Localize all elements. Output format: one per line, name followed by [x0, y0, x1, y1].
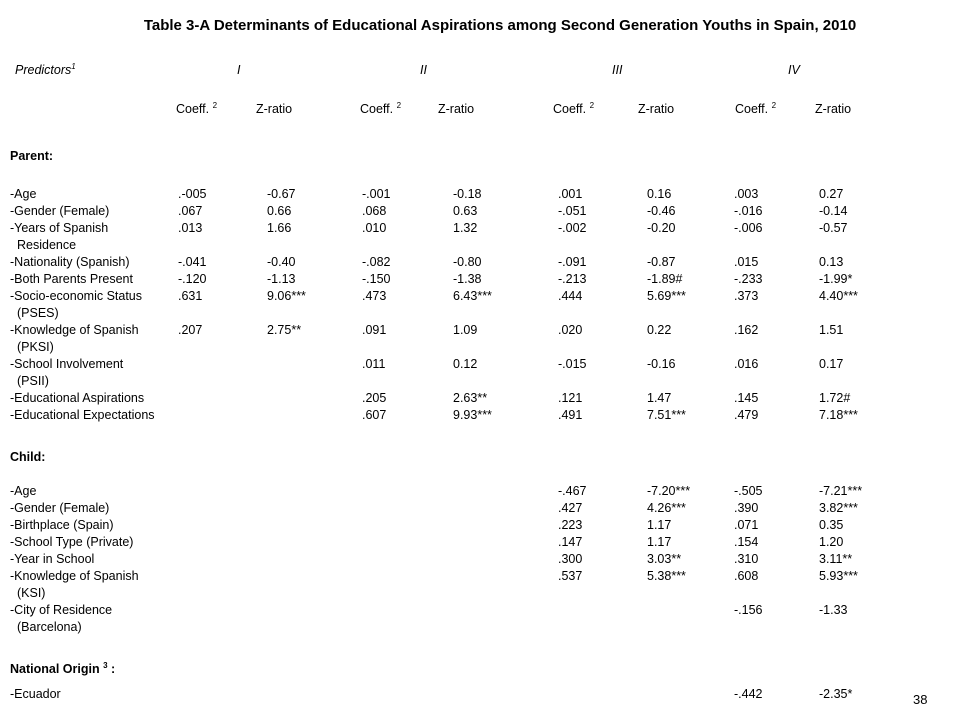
- zratio-cell: 3.82***: [819, 501, 858, 515]
- row-label: -Year in School: [10, 552, 95, 566]
- model-header-4: IV: [788, 63, 800, 77]
- zratio-cell: 5.38***: [647, 569, 686, 583]
- zratio-cell: 0.16: [647, 187, 672, 201]
- coeff-footnote: 2: [396, 101, 402, 110]
- coeff-cell: .631: [178, 289, 203, 303]
- row-label-continued: (PKSI): [17, 340, 54, 354]
- zratio-cell: 1.66: [267, 221, 292, 235]
- zratio-cell: 4.26***: [647, 501, 686, 515]
- table-title: Table 3-A Determinants of Educational Aspirations among Second Generation Youths in Spain, 2010: [143, 17, 857, 34]
- zratio-cell: 0.35: [819, 518, 844, 532]
- predictors-header: [15, 62, 76, 79]
- coeff-cell: .390: [734, 501, 759, 515]
- row-label: -Gender (Female): [10, 204, 110, 218]
- zratio-cell: -7.21***: [819, 484, 863, 498]
- zratio-cell: 3.11**: [819, 552, 853, 566]
- row-label: -School Type (Private): [10, 535, 134, 549]
- zratio-cell: -1.33: [819, 603, 848, 617]
- zratio-cell: 3.03**: [647, 552, 682, 566]
- zratio-cell: 1.32: [453, 221, 478, 235]
- coeff-cell: -.091: [558, 255, 587, 269]
- zratio-cell: 0.17: [819, 357, 844, 371]
- zratio-cell: 6.43***: [453, 289, 492, 303]
- zratio-cell: 5.93***: [819, 569, 858, 583]
- model-header-2: II: [420, 63, 427, 77]
- coeff-cell: .373: [734, 289, 759, 303]
- row-label: -School Involvement: [10, 357, 124, 371]
- zratio-cell: 0.66: [267, 204, 292, 218]
- coeff-cell: .013: [178, 221, 203, 235]
- model-header-1: I: [237, 63, 241, 77]
- coeff-cell: .011: [362, 357, 386, 371]
- row-label: -Ecuador: [10, 687, 61, 701]
- row-label: -Years of Spanish: [10, 221, 109, 235]
- zratio-cell: -1.38: [453, 272, 482, 286]
- coeff-header-2: [360, 101, 401, 118]
- coeff-label: Coeff.: [735, 102, 769, 116]
- zratio-cell: 5.69***: [647, 289, 686, 303]
- coeff-cell: .154: [734, 535, 759, 549]
- row-label: -Educational Aspirations: [10, 391, 145, 405]
- coeff-label: Coeff.: [553, 102, 587, 116]
- coeff-cell: .310: [734, 552, 759, 566]
- zratio-cell: 1.51: [819, 323, 844, 337]
- coeff-cell: .001: [558, 187, 583, 201]
- zratio-cell: 1.09: [453, 323, 478, 337]
- coeff-footnote: 2: [771, 101, 777, 110]
- row-label: -Age: [10, 484, 37, 498]
- page-number: 38: [913, 692, 928, 707]
- coeff-cell: .479: [734, 408, 759, 422]
- coeff-cell: -.001: [362, 187, 391, 201]
- coeff-cell: -.233: [734, 272, 763, 286]
- coeff-cell: .491: [558, 408, 583, 422]
- coeff-cell: .162: [734, 323, 759, 337]
- coeff-cell: .016: [734, 357, 759, 371]
- coeff-cell: .-005: [178, 187, 207, 201]
- row-label: -Knowledge of Spanish: [10, 569, 139, 583]
- coeff-cell: .003: [734, 187, 759, 201]
- zratio-cell: -0.46: [647, 204, 676, 218]
- coeff-cell: .205: [362, 391, 387, 405]
- zratio-cell: -0.80: [453, 255, 482, 269]
- zratio-cell: -0.67: [267, 187, 296, 201]
- zratio-cell: -0.20: [647, 221, 676, 235]
- coeff-cell: -.505: [734, 484, 763, 498]
- coeff-label: Coeff.: [176, 102, 210, 116]
- zratio-cell: 7.51***: [647, 408, 686, 422]
- zratio-cell: 9.06***: [267, 289, 306, 303]
- predictors-label: Predictors: [15, 63, 72, 77]
- row-label: -Birthplace (Spain): [10, 518, 114, 532]
- section-parent: Parent:: [10, 149, 54, 163]
- zratio-cell: 1.17: [647, 518, 672, 532]
- section-child: Child:: [10, 450, 46, 464]
- coeff-cell: -.006: [734, 221, 763, 235]
- zratio-cell: 0.13: [819, 255, 844, 269]
- coeff-cell: -.002: [558, 221, 587, 235]
- row-label: -Nationality (Spanish): [10, 255, 130, 269]
- coeff-cell: .427: [558, 501, 583, 515]
- coeff-cell: -.213: [558, 272, 587, 286]
- zratio-cell: -1.13: [267, 272, 296, 286]
- coeff-cell: -.120: [178, 272, 207, 286]
- coeff-cell: .537: [558, 569, 583, 583]
- zratio-cell: 2.63**: [453, 391, 488, 405]
- model-header-3: III: [612, 63, 623, 77]
- row-label-continued: (Barcelona): [17, 620, 82, 634]
- coeff-cell: .091: [362, 323, 387, 337]
- coeff-cell: .147: [558, 535, 583, 549]
- zratio-cell: -0.40: [267, 255, 296, 269]
- zratio-cell: 4.40***: [819, 289, 858, 303]
- row-label-continued: (PSES): [17, 306, 59, 320]
- national-origin-colon: :: [111, 662, 116, 676]
- coeff-cell: .010: [362, 221, 387, 235]
- row-label: -Age: [10, 187, 37, 201]
- coeff-footnote: 2: [212, 101, 218, 110]
- row-label: -City of Residence: [10, 603, 113, 617]
- coeff-header-4: [735, 101, 776, 118]
- zratio-cell: 2.75**: [267, 323, 302, 337]
- row-label: -Socio-economic Status: [10, 289, 143, 303]
- zratio-cell: -0.57: [819, 221, 848, 235]
- zratio-cell: -1.99*: [819, 272, 853, 286]
- coeff-cell: .444: [558, 289, 583, 303]
- zratio-cell: -7.20***: [647, 484, 691, 498]
- coeff-cell: .015: [734, 255, 759, 269]
- zratio-cell: 1.20: [819, 535, 844, 549]
- coeff-label: Coeff.: [360, 102, 394, 116]
- coeff-cell: -.082: [362, 255, 391, 269]
- zratio-cell: 7.18***: [819, 408, 858, 422]
- row-label-continued: (PSII): [17, 374, 49, 388]
- zratio-cell: -2.35*: [819, 687, 853, 701]
- zratio-header-2: Z-ratio: [438, 102, 475, 116]
- coeff-cell: .121: [558, 391, 583, 405]
- coeff-cell: -.442: [734, 687, 763, 701]
- coeff-cell: .145: [734, 391, 759, 405]
- coeff-cell: .067: [178, 204, 203, 218]
- zratio-cell: 0.12: [453, 357, 478, 371]
- zratio-header-4: Z-ratio: [815, 102, 852, 116]
- coeff-header-3: [553, 101, 594, 118]
- coeff-cell: .473: [362, 289, 387, 303]
- coeff-cell: .607: [362, 408, 387, 422]
- zratio-cell: 0.27: [819, 187, 844, 201]
- coeff-cell: .608: [734, 569, 759, 583]
- coeff-header-1: [176, 101, 217, 118]
- row-label-continued: (KSI): [17, 586, 46, 600]
- predictors-footnote: 1: [71, 62, 76, 71]
- coeff-cell: -.467: [558, 484, 587, 498]
- coeff-cell: -.016: [734, 204, 763, 218]
- coeff-cell: -.156: [734, 603, 763, 617]
- section-national-origin: [10, 661, 115, 678]
- coeff-cell: -.041: [178, 255, 207, 269]
- coeff-cell: .068: [362, 204, 387, 218]
- zratio-cell: -0.16: [647, 357, 676, 371]
- coeff-cell: .071: [734, 518, 759, 532]
- national-origin-footnote: 3: [103, 661, 108, 670]
- row-label: -Knowledge of Spanish: [10, 323, 139, 337]
- coeff-cell: -.051: [558, 204, 587, 218]
- zratio-cell: -0.14: [819, 204, 848, 218]
- zratio-cell: -0.18: [453, 187, 482, 201]
- zratio-cell: -0.87: [647, 255, 676, 269]
- coeff-cell: -.015: [558, 357, 587, 371]
- row-label: -Educational Expectations: [10, 408, 155, 422]
- national-origin-label: National Origin: [10, 662, 100, 676]
- zratio-header-3: Z-ratio: [638, 102, 675, 116]
- coeff-cell: .300: [558, 552, 583, 566]
- zratio-cell: 9.93***: [453, 408, 492, 422]
- coeff-footnote: 2: [589, 101, 595, 110]
- coeff-cell: .020: [558, 323, 583, 337]
- row-label: -Both Parents Present: [10, 272, 133, 286]
- row-label: -Gender (Female): [10, 501, 110, 515]
- zratio-cell: 1.47: [647, 391, 672, 405]
- zratio-cell: 1.72#: [819, 391, 851, 405]
- zratio-cell: 0.63: [453, 204, 478, 218]
- zratio-cell: 0.22: [647, 323, 672, 337]
- row-label-continued: Residence: [17, 238, 77, 252]
- coeff-cell: -.150: [362, 272, 391, 286]
- coeff-cell: .207: [178, 323, 203, 337]
- zratio-cell: -1.89#: [647, 272, 683, 286]
- zratio-cell: 1.17: [647, 535, 672, 549]
- coeff-cell: .223: [558, 518, 583, 532]
- zratio-header-1: Z-ratio: [256, 102, 293, 116]
